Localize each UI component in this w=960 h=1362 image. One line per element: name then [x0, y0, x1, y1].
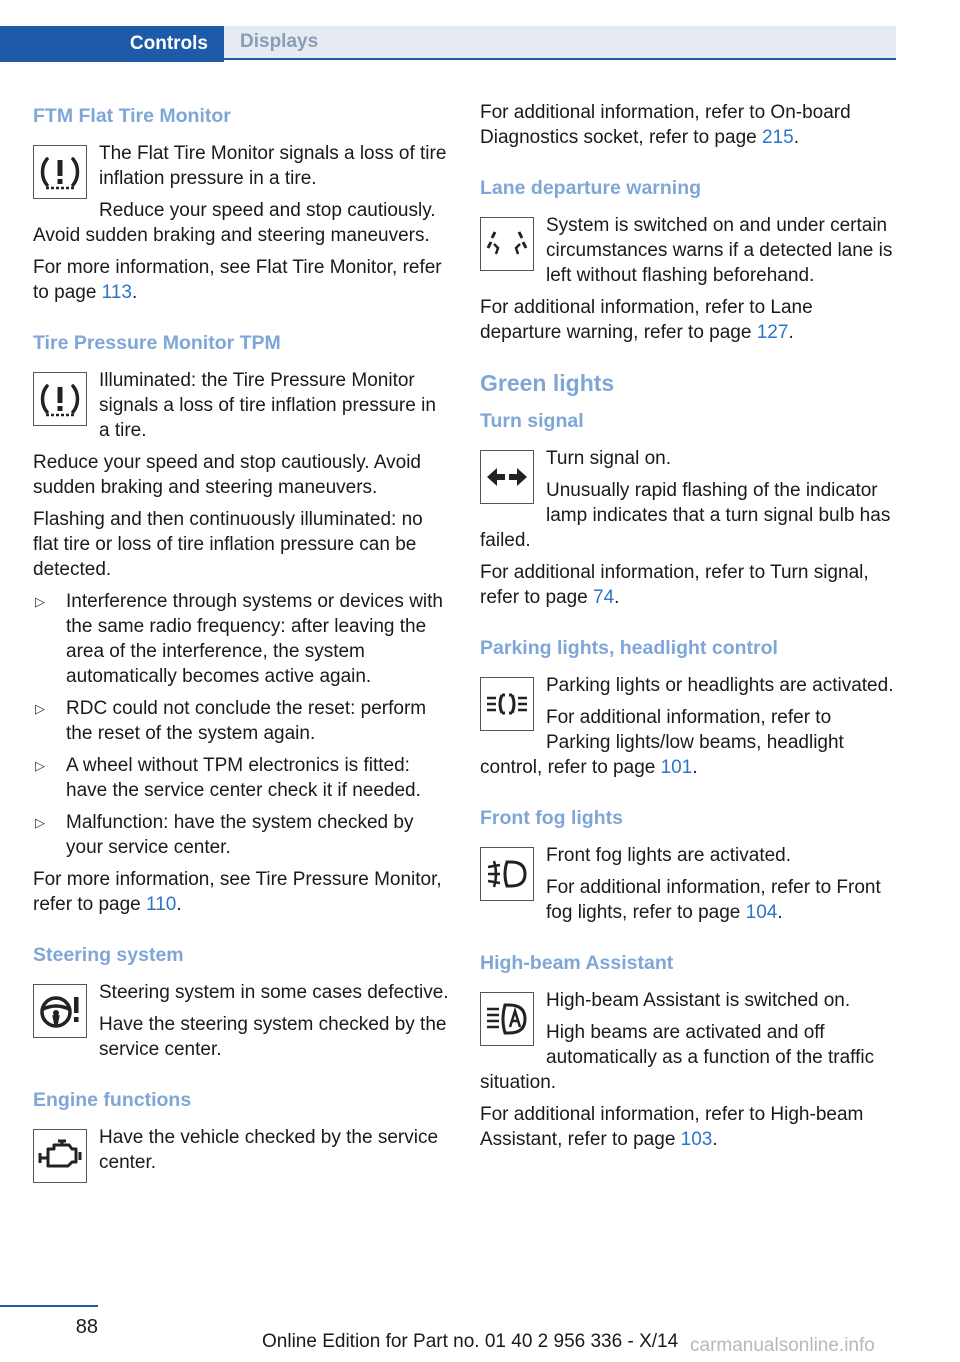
- watermark: carmanualsonline.info: [690, 1335, 875, 1356]
- tab-displays[interactable]: Displays: [224, 26, 896, 60]
- lane-description: System is switched on and under certain circumstances warns if a detected lane is left without flashing beforehand.: [546, 215, 893, 286]
- section-parking-lights: [480, 632, 896, 780]
- front-fog-lights-icon-graphic: [485, 854, 529, 894]
- turn-reference: [480, 560, 896, 610]
- section-engine: [33, 1084, 449, 1175]
- section-turn-signal: [480, 405, 896, 610]
- reference-end: .: [712, 1129, 718, 1150]
- reference-end: .: [176, 894, 182, 915]
- reference-end: .: [788, 322, 794, 343]
- list-item: [33, 810, 449, 860]
- high-beam-assistant-icon: [480, 992, 534, 1046]
- section-title: Tire Pressure Monitor TPM: [33, 332, 281, 354]
- footer-rule: [0, 1305, 98, 1307]
- ftm-reference: [33, 255, 449, 305]
- tpm-bullet-list: [33, 589, 449, 860]
- hba-reference: [480, 1102, 896, 1152]
- list-item: [33, 753, 449, 803]
- page-link-127[interactable]: 127: [756, 322, 789, 343]
- edition-text: Online Edition for Part no. 01 40 2 956 336 - X/14: [262, 1331, 679, 1352]
- green-lights-heading: Green lights: [480, 370, 615, 396]
- section-title: Turn signal: [480, 410, 584, 432]
- ftm-instruction: Reduce your speed and stop cautiously. Avoid sudden braking and steering maneuvers.: [33, 200, 436, 246]
- lane-departure-icon: [480, 217, 534, 271]
- section-title: FTM Flat Tire Monitor: [33, 105, 231, 127]
- page-link-104[interactable]: 104: [745, 902, 778, 923]
- parking-reference: [480, 705, 896, 780]
- reference-end: .: [793, 127, 799, 148]
- parking-lights-icon-graphic: [485, 684, 529, 724]
- engine-check-icon: [33, 1129, 87, 1183]
- page-link-103[interactable]: 103: [680, 1129, 713, 1150]
- parking-lights-icon: [480, 677, 534, 731]
- turn-signal-icon: [480, 450, 534, 504]
- steering-instruction: Have the steering system checked by the service center.: [99, 1014, 447, 1060]
- reference-end: .: [777, 902, 783, 923]
- page-link-215[interactable]: 215: [761, 127, 794, 148]
- ftm-description: The Flat Tire Monitor signals a loss of tire inflation pressure in a tire.: [99, 143, 447, 189]
- fog-reference: [480, 875, 896, 925]
- high-beam-assistant-icon-graphic: [485, 999, 529, 1039]
- section-lane-departure: [480, 172, 896, 345]
- list-item-text: RDC could not conclude the reset: perform the reset of the system again.: [66, 698, 427, 744]
- section-tpm: [33, 327, 449, 917]
- triangle-bullet-icon: ▷: [35, 758, 45, 773]
- tpm-instruction: Reduce your speed and stop cautiously. Avoid sudden braking and steering maneuvers.: [33, 452, 421, 498]
- reference-text: For more information, see Flat Tire Monitor, refer to page: [33, 257, 442, 303]
- list-item: [33, 589, 449, 689]
- section-ftm: [33, 100, 449, 305]
- steering-description: Steering system in some cases defective.: [99, 982, 449, 1003]
- section-front-fog: [480, 802, 896, 925]
- section-title: Steering system: [33, 944, 184, 966]
- reference-end: .: [614, 587, 620, 608]
- reference-end: .: [692, 757, 698, 778]
- engine-description: Have the vehicle checked by the service center.: [99, 1127, 439, 1173]
- left-column: [33, 100, 449, 1197]
- section-title: Front fog lights: [480, 807, 623, 829]
- parking-description: Parking lights or headlights are activated.: [546, 675, 894, 696]
- steering-wheel-warning-icon: [33, 984, 87, 1038]
- reference-end: .: [131, 282, 138, 303]
- tire-warning-icon: [33, 145, 87, 199]
- reference-text: For additional information, refer to Front fog lights, refer to page: [546, 877, 881, 923]
- turn-flashing-note: Unusually rapid flashing of the indicator lamp indicates that a turn signal bulb has failed.: [480, 480, 891, 551]
- page-link-110[interactable]: 110: [146, 894, 177, 915]
- hba-description: High-beam Assistant is switched on.: [546, 990, 851, 1011]
- section-obd-continued: [480, 100, 896, 150]
- page-link-101[interactable]: 101: [660, 757, 693, 778]
- section-title: High-beam Assistant: [480, 952, 674, 974]
- page-link-74[interactable]: 74: [593, 587, 615, 608]
- turn-description: Turn signal on.: [546, 448, 671, 469]
- tpm-flashing-note: Flashing and then continuously illuminated: no flat tire or loss of tire inflation pressure can be detected.: [33, 509, 423, 580]
- hba-detail: High beams are activated and off automatically as a function of the traffic situation.: [480, 1022, 875, 1093]
- reference-text: For additional information, refer to High-beam Assistant, refer to page: [480, 1104, 864, 1150]
- reference-text: For more information, see Tire Pressure Monitor, refer to page: [33, 869, 442, 915]
- tire-pressure-warning-icon-graphic: [38, 379, 82, 419]
- list-item-text: Interference through systems or devices with the same radio frequency: after leaving the area of the interference, the system automatically becomes active again.: [66, 591, 444, 687]
- reference-text: For additional information, refer to Lane departure warning, refer to page: [480, 297, 813, 343]
- section-high-beam-assistant: [480, 947, 896, 1152]
- section-title: Lane departure warning: [480, 177, 702, 199]
- section-title: Engine functions: [33, 1089, 192, 1111]
- triangle-bullet-icon: ▷: [35, 594, 45, 609]
- list-item-text: A wheel without TPM electronics is fitted: have the service center check it if needed.: [66, 755, 421, 801]
- lane-reference: [480, 295, 896, 345]
- list-item: [33, 696, 449, 746]
- header-tabs: [0, 26, 896, 62]
- tire-warning-icon-graphic: [38, 152, 82, 192]
- reference-text: For additional information, refer to On-board Diagnostics socket, refer to page: [480, 102, 851, 148]
- turn-signal-icon-graphic: [485, 457, 529, 497]
- right-column: [480, 100, 896, 1174]
- page-number: 88: [75, 1316, 98, 1338]
- list-item-text: Malfunction: have the system checked by your service center.: [66, 812, 414, 858]
- reference-text: For additional information, refer to Parking lights/low beams, headlight control, refer to page: [480, 707, 844, 778]
- triangle-bullet-icon: ▷: [35, 701, 45, 716]
- section-title: Parking lights, headlight control: [480, 637, 778, 659]
- engine-check-icon-graphic: [38, 1136, 82, 1176]
- section-steering: [33, 939, 449, 1062]
- tpm-description: Illuminated: the Tire Pressure Monitor signals a loss of tire inflation pressure in a tire.: [99, 370, 436, 441]
- tpm-reference: [33, 867, 449, 917]
- tab-controls[interactable]: Controls: [0, 26, 224, 62]
- reference-text: For additional information, refer to Turn signal, refer to page: [480, 562, 869, 608]
- obd-reference: [480, 100, 896, 150]
- triangle-bullet-icon: ▷: [35, 815, 45, 830]
- steering-wheel-warning-icon-graphic: [38, 991, 82, 1031]
- fog-description: Front fog lights are activated.: [546, 845, 792, 866]
- front-fog-lights-icon: [480, 847, 534, 901]
- page-link-113[interactable]: 113: [101, 282, 132, 303]
- tire-pressure-warning-icon: [33, 372, 87, 426]
- lane-departure-icon-graphic: [485, 224, 529, 264]
